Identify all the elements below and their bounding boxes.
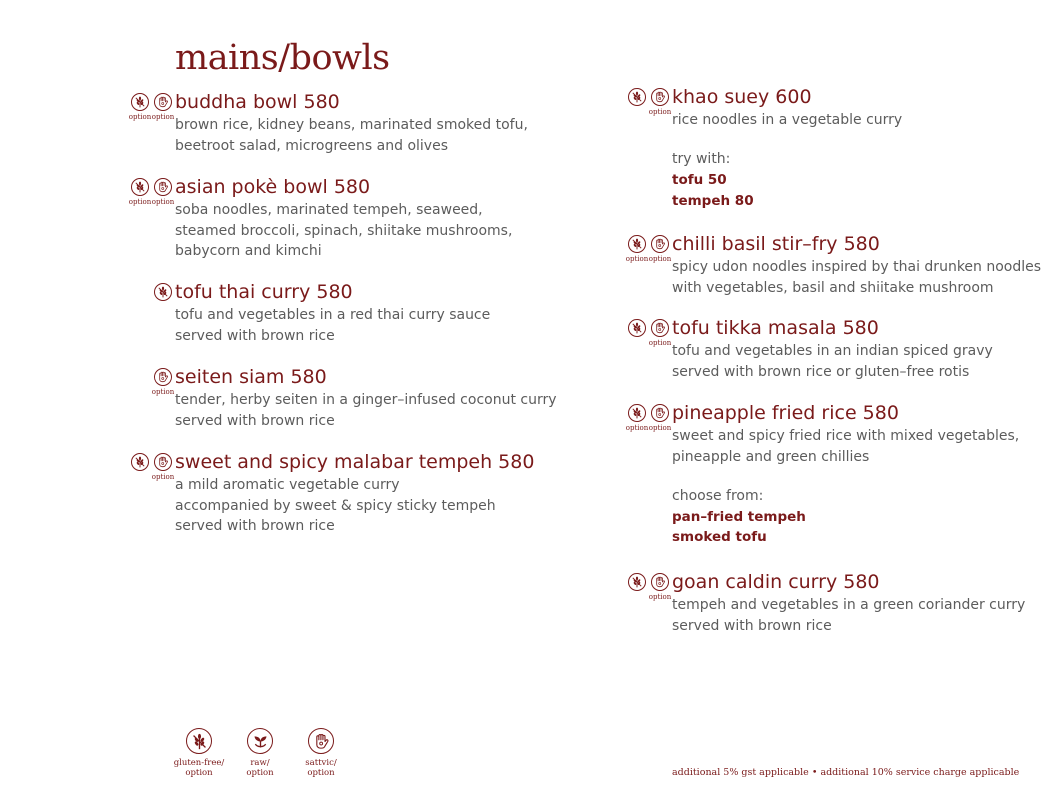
dish-name: sweet and spicy malabar tempeh 580 [175, 451, 535, 473]
dish-description: brown rice, kidney beans, marinated smoked tofu, [175, 117, 528, 133]
gluten-free-icon-glyph [631, 576, 643, 588]
sattvic-icon [154, 178, 172, 196]
dish-description: steamed broccoli, spinach, shiitake mushrooms, [175, 222, 513, 239]
sattvic-icon [651, 235, 669, 253]
dish-name: asian pokè bowl 580 [175, 176, 371, 198]
dish-name: khao suey 600 [672, 86, 812, 108]
gluten-free-icon-glyph [631, 238, 643, 250]
gluten-free-icon [628, 319, 646, 337]
dish-name: chilli basil stir–fry 580 [672, 233, 880, 255]
option-label: option [625, 255, 649, 263]
gluten-free-icon [186, 728, 212, 754]
raw-icon [247, 728, 273, 754]
gluten-free-icon [628, 235, 646, 253]
dish-description: a mild aromatic vegetable curry [175, 477, 400, 493]
dish-description: tofu and vegetables in a red thai curry sauce [175, 307, 491, 323]
gluten-free-icon [131, 453, 149, 471]
gluten-free-icon-glyph [631, 322, 643, 334]
page-title: mains/bowls [175, 38, 390, 78]
legend-item [291, 728, 351, 778]
option-label: option [648, 593, 672, 601]
dish-description: served with brown rice or gluten–free rotis [672, 363, 970, 380]
dish-description: tender, herby seiten in a ginger–infused coconut curry [175, 392, 557, 408]
dish-description: served with brown rice [175, 518, 335, 535]
legend-label: raw/ option [246, 758, 274, 778]
gluten-free-icon-glyph [134, 456, 146, 468]
addon-option: pan–fried tempeh [672, 508, 806, 525]
sattvic-icon-glyph [157, 456, 169, 468]
dish-description: babycorn and kimchi [175, 243, 322, 260]
legend-label: sattvic/ option [305, 758, 337, 778]
sattvic-icon-glyph [654, 576, 666, 588]
gluten-free-icon-glyph [631, 91, 643, 103]
gluten-free-icon [131, 178, 149, 196]
sattvic-icon [154, 93, 172, 111]
gluten-free-icon [628, 404, 646, 422]
gluten-free-icon-glyph [631, 407, 643, 419]
sattvic-icon [308, 728, 334, 754]
dish-name: seiten siam 580 [175, 366, 327, 388]
sattvic-icon-glyph [157, 371, 169, 383]
dish-description: rice noodles in a vegetable curry [672, 112, 903, 128]
footer-note: additional 5% gst applicable • additional 10% service charge applicable [672, 767, 1020, 778]
legend-item [169, 728, 229, 778]
gluten-free-icon [154, 283, 172, 301]
dish-description: sweet and spicy fried rice with mixed vegetables, [672, 428, 1020, 444]
dish-name: tofu tikka masala 580 [672, 317, 879, 339]
dish-description: spicy udon noodles inspired by thai drunken noodles [672, 259, 1042, 275]
dish-name: goan caldin curry 580 [672, 571, 880, 593]
sattvic-icon [154, 368, 172, 386]
dish-name: pineapple fried rice 580 [672, 402, 899, 424]
option-label: option [648, 255, 672, 263]
legend-item [230, 728, 290, 778]
dish-description: pineapple and green chillies [672, 448, 870, 465]
addon-option: tempeh 80 [672, 192, 754, 209]
gluten-free-icon [628, 573, 646, 591]
sattvic-icon-glyph [157, 96, 169, 108]
dish-description: served with brown rice [175, 412, 335, 429]
sattvic-icon-glyph [654, 407, 666, 419]
option-label: option [648, 424, 672, 432]
dish-description: with vegetables, basil and shiitake mushroom [672, 279, 994, 296]
sattvic-icon-glyph [654, 322, 666, 334]
sattvic-icon-glyph [654, 238, 666, 250]
option-label: option [648, 339, 672, 347]
option-label: option [625, 424, 649, 432]
gluten-free-icon [131, 93, 149, 111]
dish-name: tofu thai curry 580 [175, 281, 353, 303]
gluten-free-icon-glyph [134, 96, 146, 108]
addon-option: tofu 50 [672, 172, 727, 189]
option-label: option [151, 473, 175, 481]
option-label: option [128, 113, 152, 121]
sattvic-icon [651, 319, 669, 337]
dish-description: beetroot salad, microgreens and olives [175, 137, 448, 154]
option-label: option [151, 198, 175, 206]
option-label: option [128, 198, 152, 206]
sattvic-icon-glyph [654, 91, 666, 103]
option-label: option [151, 388, 175, 396]
sattvic-icon [651, 88, 669, 106]
dish-description: soba noodles, marinated tempeh, seaweed, [175, 202, 483, 218]
dish-description: served with brown rice [175, 327, 335, 344]
dish-description: tempeh and vegetables in a green coriander curry [672, 597, 1026, 613]
sattvic-icon [154, 453, 172, 471]
gluten-free-icon-glyph [157, 286, 169, 298]
addon-label: choose from: [672, 487, 764, 504]
legend-label: gluten-free/ option [173, 758, 225, 778]
sattvic-icon [651, 573, 669, 591]
dish-description: accompanied by sweet & spicy sticky tempeh [175, 497, 496, 514]
dish-name: buddha bowl 580 [175, 91, 340, 113]
addon-option: smoked tofu [672, 529, 767, 546]
dish-description: tofu and vegetables in an indian spiced gravy [672, 343, 993, 359]
gluten-free-icon [628, 88, 646, 106]
sattvic-icon [651, 404, 669, 422]
dish-description: served with brown rice [672, 617, 832, 634]
gluten-free-icon-glyph [134, 181, 146, 193]
option-label: option [151, 113, 175, 121]
addon-label: try with: [672, 151, 731, 168]
sattvic-icon-glyph [157, 181, 169, 193]
option-label: option [648, 108, 672, 116]
